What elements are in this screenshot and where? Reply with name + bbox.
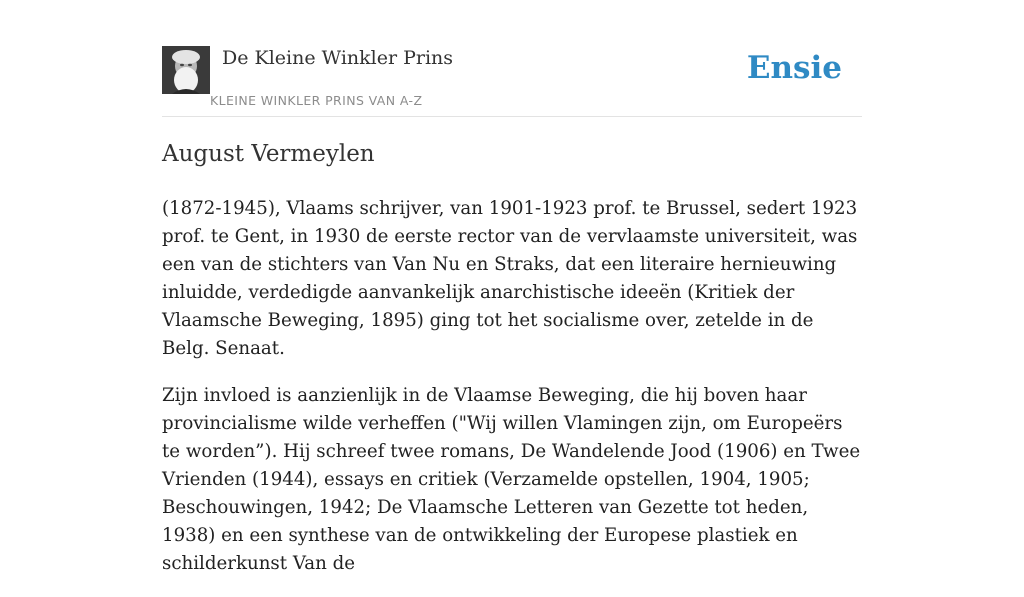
- article-paragraph: Zijn invloed is aanzienlijk in de Vlaamse Beweging, die hij boven haar provincialisme wilde verheffen ("Wij willen Vlamingen zijn, om Europeërs te worden”). Hij schreef twee romans, De Wandelende Jood (1906) en Twee Vrienden (1944), essays en critiek (Verzamelde opstellen, 1904, 1905; Beschouwingen, 1942; De Vlaamsche Letteren van Gezette tot heden, 1938) en een synthese van de ontwikkeling der Europese plastiek en schilderkunst Van de: [162, 385, 861, 574]
- bearded-man-portrait-icon: [162, 46, 210, 94]
- source-subtitle[interactable]: KLEINE WINKLER PRINS VAN A-Z: [210, 93, 423, 108]
- article-title: August Vermeylen: [162, 141, 375, 167]
- article: [162, 138, 862, 597]
- article-paragraph: (1872-1945), Vlaams schrijver, van 1901-1923 prof. te Brussel, sedert 1923 prof. te Gent, in 1930 de eerste rector van de vervlaamste universiteit, was een van de stichters van Van Nu en Straks, dat een literaire hernieuwing inluidde, verdedigde aanvankelijk anarchistische ideeën (Kritiek der Vlaamsche Beweging, 1895) ging tot het socialisme over, zetelde in de Belg. Senaat.: [162, 198, 858, 359]
- site-header: [162, 44, 862, 117]
- source-title[interactable]: De Kleine Winkler Prins: [222, 47, 454, 69]
- source-avatar[interactable]: [162, 46, 210, 94]
- ensie-logo-link[interactable]: Ensie: [746, 50, 842, 86]
